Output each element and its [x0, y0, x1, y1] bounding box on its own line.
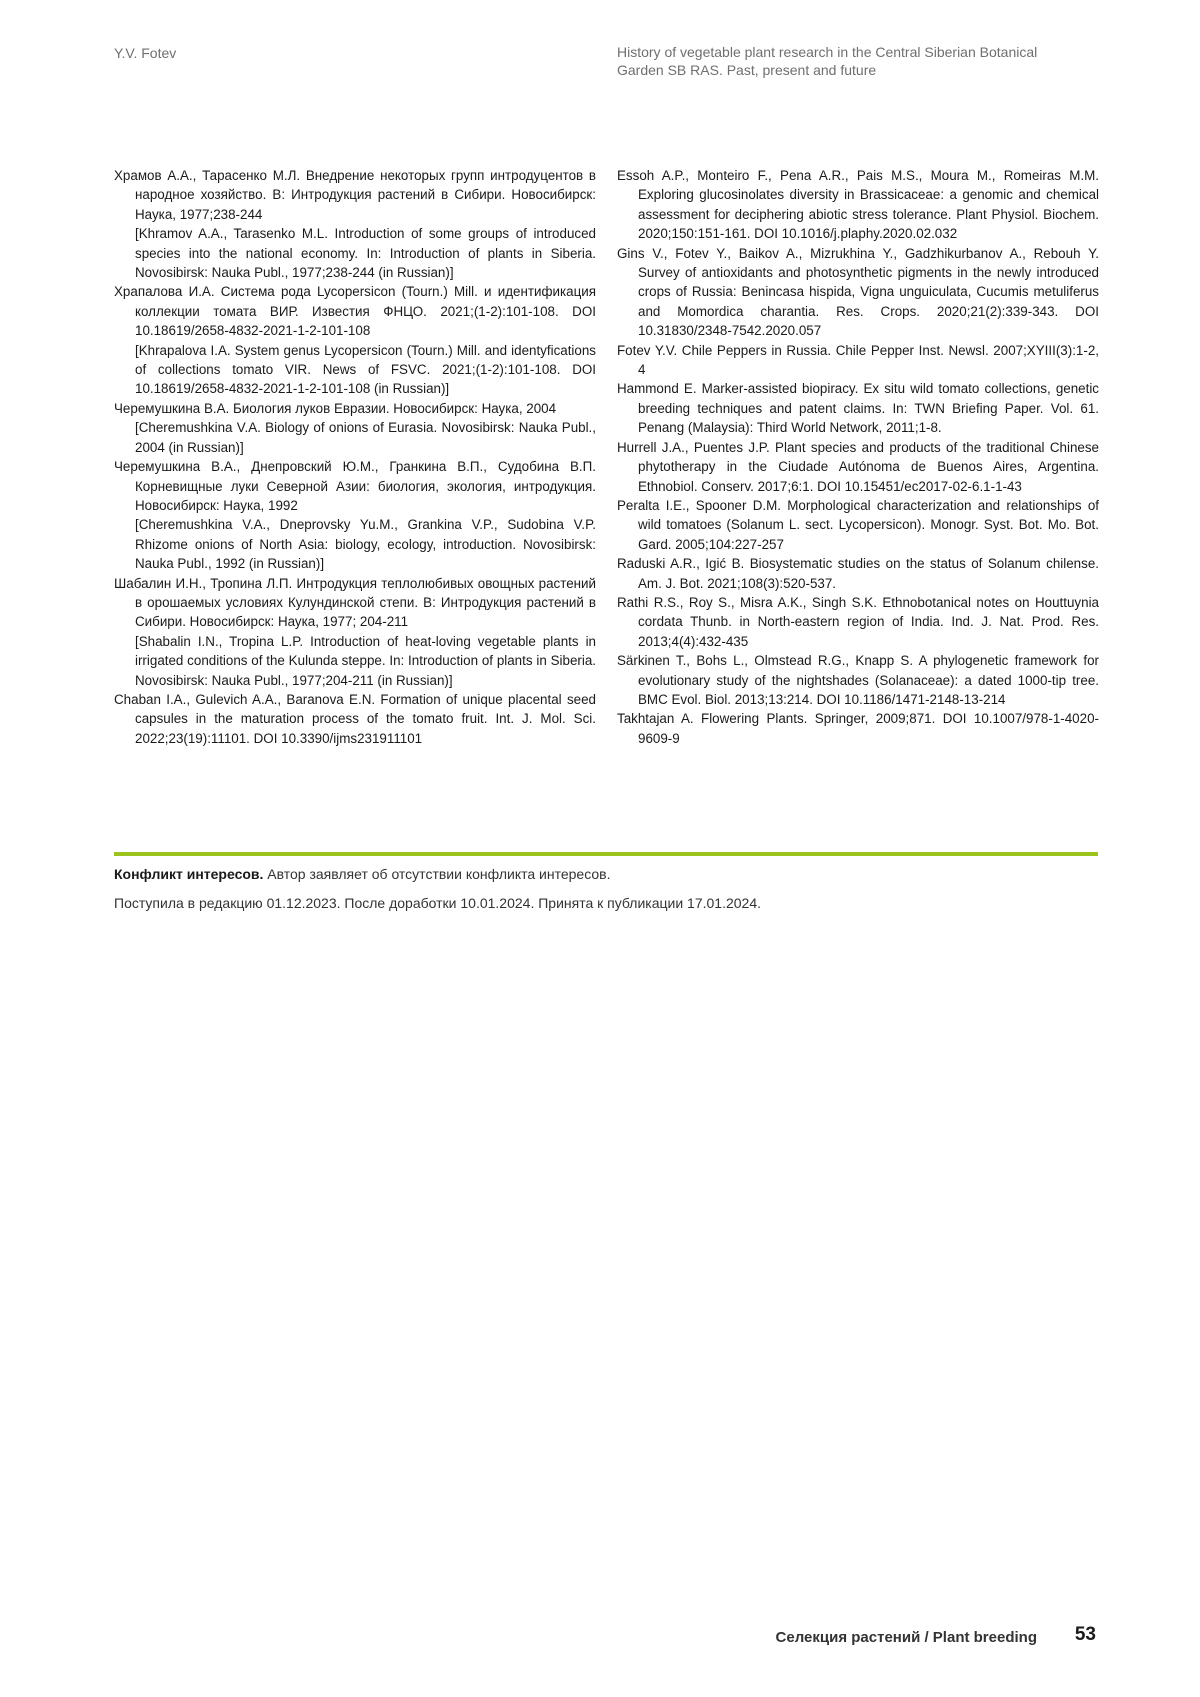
reference-item: Храпалова И.А. Система рода Lycopersicon (Tourn.) Mill. и идентификация коллекции томата ВИР. Известия ФНЦО. 2021;(1-2):101-108. DOI 10.18619/2658-4832-2021-1-2-101-108 [Khrapalova I.A. System genus Lycopersicon (Tourn.) Mill. and identyfications of collections tomato VIR. News of FSVC. 2021;(1-2):101-108. DOI 10.18619/2658-4832-2021-1-2-101-108 (in Russian)]: [114, 284, 596, 397]
reference-item: Rathi R.S., Roy S., Misra A.K., Singh S.K. Ethnobotanical notes on Houttuynia cordata Thunb. in North-eastern region of India. Ind. J. Nat. Prod. Res. 2013;4(4):432-435: [617, 594, 1099, 649]
references-right-column: [617, 166, 1099, 748]
conflict-text: Автор заявляет об отсутствии конфликта интересов.: [263, 866, 611, 882]
reference-item: Fotev Y.V. Chile Peppers in Russia. Chile Pepper Inst. Newsl. 2007;XYIII(3):1-2, 4: [617, 342, 1099, 378]
reference-item: Hurrell J.A., Puentes J.P. Plant species and products of the traditional Chinese phytotherapy in the Ciudade Autónoma de Buenos Aires, Argentina. Ethnobiol. Conserv. 2017;6:1. DOI 10.15451/ec2017-02-6.1-1-43: [617, 439, 1099, 494]
reference-item: Peralta I.E., Spooner D.M. Morphological characterization and relationships of wild tomatoes (Solanum L. sect. Lycopersicon). Monogr. Syst. Bot. Mo. Bot. Gard. 2005;104:227-257: [617, 497, 1099, 552]
section-divider: [114, 852, 1098, 856]
footer-journal-name: Селекция растений / Plant breeding: [775, 1629, 1037, 1646]
reference-item: Черемушкина В.А. Биология луков Евразии. Новосибирск: Наука, 2004 [Cheremushkina V.A. Biology of onions of Eurasia. Novosibirsk: Nauka Publ., 2004 (in Russian)]: [114, 400, 596, 455]
reference-item: Черемушкина В.А., Днепровский Ю.М., Гранкина В.П., Судобина В.П. Корневищные луки Северной Азии: биология, экология, интродукция. Новосибирск: Наука, 1992 [Cheremushkina V.A., Dneprovsky Yu.M., Grankina V.P., Sudobina V.P. Rhizome onions of North Asia: biology, ecology, introduction. Novosibirsk: Nauka Publ., 1992 (in Russian)]: [114, 459, 596, 572]
page-number: 53: [1074, 1624, 1096, 1645]
reference-item: Храмов А.А., Тарасенко М.Л. Внедрение некоторых групп интродуцентов в народное хозяйство. В: Интродукция растений в Сибири. Новосибирск: Наука, 1977;238-244 [Khramov A.A., Tarasenko M.L. Introduction of some groups of introduced species into the national economy. In: Introduction of plants in Siberia. Novosibirsk: Nauka Publ., 1977;238-244 (in Russian)]: [114, 168, 596, 281]
running-header-author: Y.V. Fotev: [114, 45, 177, 61]
reference-item: Raduski A.R., Igić B. Biosystematic studies on the status of Solanum chilense. Am. J. Bot. 2021;108(3):520-537.: [617, 556, 1099, 591]
reference-item: Hammond E. Marker-assisted biopiracy. Ex situ wild tomato collections, genetic breeding techniques and patent claims. In: TWN Briefing Paper. Vol. 61. Penang (Malaysia): Third World Network, 2011;1-8.: [617, 381, 1099, 436]
reference-item: Takhtajan A. Flowering Plants. Springer, 2009;871. DOI 10.1007/978-1-4020-9609-9: [617, 711, 1099, 746]
reference-item: Gins V., Fotev Y., Baikov A., Mizrukhina Y., Gadzhikurbanov A., Rebouh Y. Survey of antioxidants and photosynthetic pigments in the newly introduced crops of Russia: Benincasa hispida, Vigna unguiculata, Cucumis metuliferus and Momordica charantia. Res. Crops. 2020;21(2):339-343. DOI 10.31830/2348-7542.2020.057: [617, 245, 1099, 339]
reference-item: Särkinen T., Bohs L., Olmstead R.G., Knapp S. A phylogenetic framework for evolutionary study of the nightshades (Solanaceae): a dated 1000-tip tree. BMC Evol. Biol. 2013;13:214. DOI 10.1186/1471-2148-13-214: [617, 653, 1099, 707]
conflict-of-interest: [114, 866, 610, 882]
references-left-column: [114, 166, 596, 748]
reference-item: Шабалин И.Н., Тропина Л.П. Интродукция теплолюбивых овощных растений в орошаемых условиях Кулундинской степи. В: Интродукция растений в Сибири. Новосибирск: Наука, 1977; 204-211 [Shabalin I.N., Tropina L.P. Introduction of heat-loving vegetable plants in irrigated conditions of the Kulunda steppe. In: Introduction of plants in Siberia. Novosibirsk: Nauka Publ., 1977;204-211 (in Russian)]: [114, 575, 596, 688]
reference-item: Chaban I.A., Gulevich A.A., Baranova E.N. Formation of unique placental seed capsules in the maturation process of the tomato fruit. Int. J. Mol. Sci. 2022;23(19):11101. DOI 10.3390/ijms231911101: [114, 691, 596, 746]
running-header-title: History of vegetable plant research in the Central Siberian Botanical Garden SB RAS. Past, present and future: [617, 44, 1038, 78]
received-dates: Поступила в редакцию 01.12.2023. После доработки 10.01.2024. Принята к публикации 17.01.2024.: [114, 895, 761, 911]
reference-item: Essoh A.P., Monteiro F., Pena A.R., Pais M.S., Moura M., Romeiras M.M. Exploring glucosinolates diversity in Brassicaceae: a genomic and chemical assessment for deciphering abiotic stress tolerance. Plant Physiol. Biochem. 2020;150:151-161. DOI 10.1016/j.plaphy.2020.02.032: [617, 168, 1099, 242]
conflict-label: Конфликт интересов.: [114, 866, 264, 882]
